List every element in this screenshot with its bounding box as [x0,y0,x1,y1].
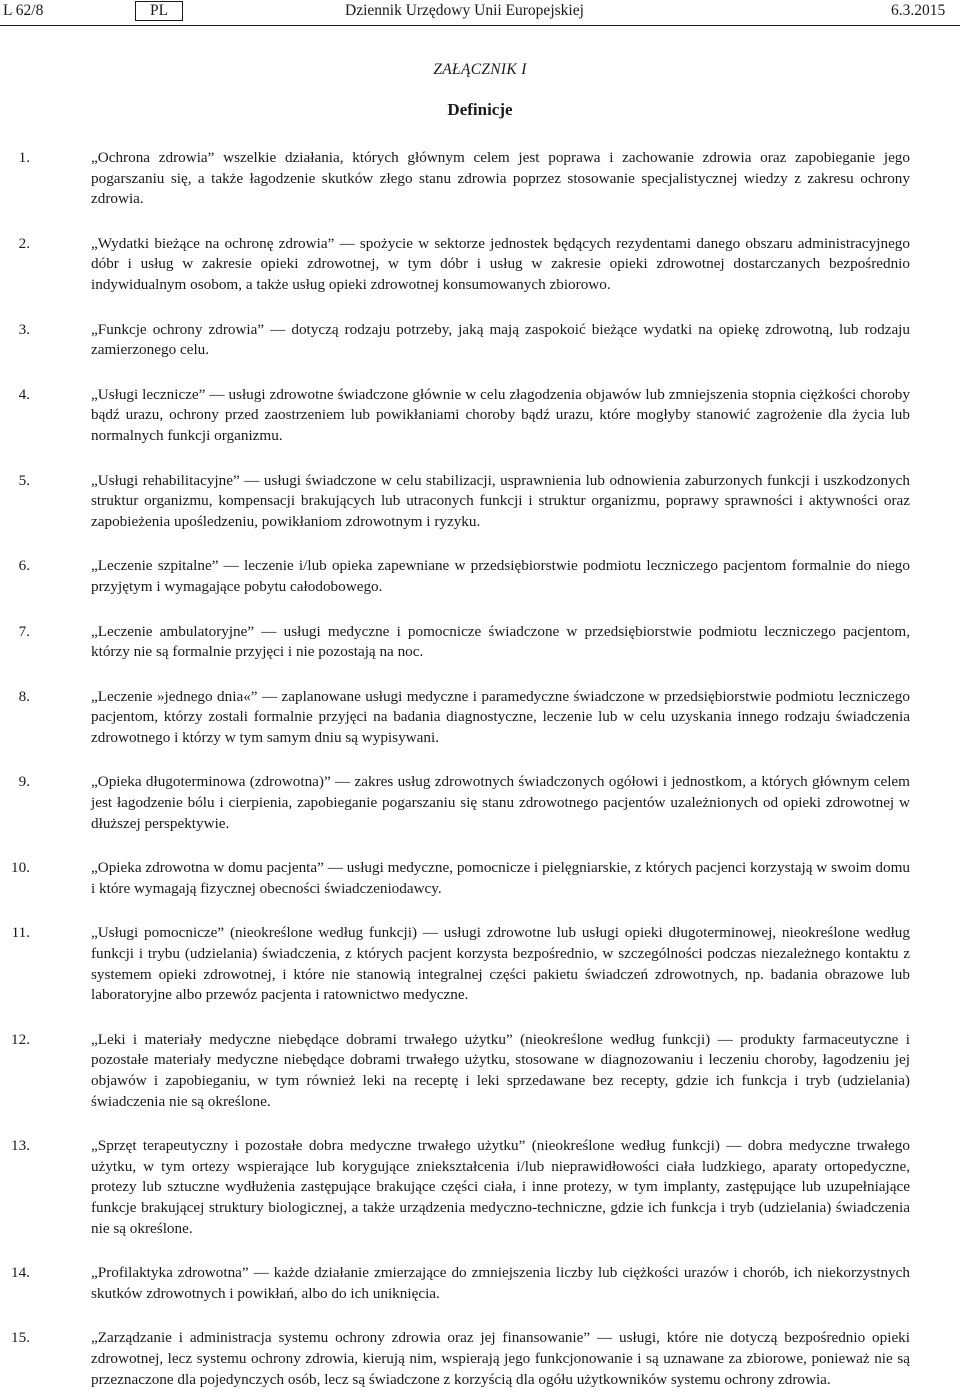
page-header [0,0,960,32]
definition-item [0,1136,910,1239]
definition-item [0,772,910,834]
definition-number: 2. [18,234,30,252]
header-rule [0,25,960,26]
definition-number: 6. [18,557,30,575]
definition-text: „Leki i materiały medyczne niebędące dobrami trwałego użytku” (nieokreślone według funkcji) — produkty farmaceutyczne i pozostałe materiały medyczne niebędące dobrami trwałego użytku, stosowane w diagnozowaniu i leczeniu choroby, łagodzeniu jej objawów i zapobieganiu, w tym również leki na receptę i leki sprzedawane bez recepty, gdzie ich funkcja i tryb (udzielania) świadczenia nie są określone. [91,1030,910,1110]
definition-item [0,1030,910,1112]
journal-title: Dziennik Urzędowy Unii Europejskiej [345,2,584,19]
definition-item [0,471,910,533]
definition-text: „Leczenie ambulatoryjne” — usługi medyczne i pomocnicze świadczone w przedsiębiorstwie podmiotu leczniczego pacjentom, którzy nie są formalnie przyjęci i nie pozostają na noc. [91,622,910,661]
definition-number: 8. [18,687,30,705]
definition-text: „Ochrona zdrowia” wszelkie działania, których głównym celem jest poprawa i zachowanie zdrowia oraz zapobieganie jego pogarszaniu się, a także łagodzenie skutków złego stanu zdrowia poprzez stosowanie specjalistycznej wiedzy z zakresu ochrony zdrowia. [91,149,910,208]
definition-number: 7. [18,622,30,640]
definition-text: „Usługi lecznicze” — usługi zdrowotne świadczone głównie w celu złagodzenia objawów lub zmniejszenia stopnia ciężkości choroby bądź urazu, ochrony przed zaostrzeniem lub powikłaniami choroby bądź urazu, które mogłyby stanowić zagrożenie dla życia lub normalnych funkcji organizmu. [91,385,910,444]
annex-label: ZAŁĄCZNIK I [433,61,527,78]
page-reference: L 62/8 [3,2,44,19]
definition-item [0,687,910,749]
definition-item [0,385,910,447]
definition-number: 5. [18,471,30,489]
definition-item [0,923,910,1005]
publication-date: 6.3.2015 [891,2,946,19]
definition-text: „Usługi pomocnicze” (nieokreślone według funkcji) — usługi zdrowotne lub usługi opieki długoterminowej, nieokreślone według funkcji i trybu (udzielania) świadczenia, z których pacjent korzysta bezpośrednio, w szczególności podczas niezależnego kontaktu z systemem opieki zdrowotnej, i które nie stanowią integralnej części pakietu świadczeń zdrowotnych, np. badania obrazowe lub laboratoryjne albo przewóz pacjenta i ratownictwo medyczne. [91,924,910,1004]
definition-number: 15. [11,1329,30,1347]
definition-item [0,622,910,663]
definition-item [0,148,910,210]
section-title: Definicje [447,100,513,119]
definition-number: 4. [18,385,30,403]
definition-number: 9. [18,773,30,791]
definition-number: 10. [11,859,30,877]
definition-number: 12. [11,1030,30,1048]
definition-text: „Opieka zdrowotna w domu pacjenta” — usługi medyczne, pomocnicze i pielęgniarskie, z których pacjenci korzystają w swoim domu i które wymagają fizycznej obecności świadczeniodawcy. [91,859,910,897]
definition-text: „Leczenie »jednego dnia«” — zaplanowane usługi medyczne i paramedyczne świadczone w przedsiębiorstwie podmiotu leczniczego pacjentom, którzy zostali formalnie przyjęci na badania diagnostyczne, leczenie lub w celu uzyskania innego rodzaju świadczenia zdrowotnego i którzy w tym samym dniu są wypisywani. [91,687,910,746]
definition-number: 14. [11,1264,30,1282]
definition-text: „Opieka długoterminowa (zdrowotna)” — zakres usług zdrowotnych świadczonych ogółowi i jednostkom, a których głównym celem jest łagodzenie bólu i cierpienia, zapobieganie pogarszaniu się stanu zdrowotnego pacjentów uzależnionych od opieki zdrowotnej w dłuższej perspektywie. [91,773,910,832]
definition-item [0,858,910,899]
definition-number: 13. [11,1137,30,1155]
definition-text: „Zarządzanie i administracja systemu ochrony zdrowia oraz jej finansowanie” — usługi, które nie dotyczą bezpośrednio opieki zdrowotnej, lecz systemu ochrony zdrowia, kierują nim, wspierają jego funkcjonowanie i są uznawane za zbiorowe, ponieważ nie są przeznaczone dla pojedynczych osób, lecz są świadczone z korzyścią dla ogółu użytkowników systemu ochrony zdrowia. [91,1329,910,1388]
definition-item [0,234,910,296]
definition-item [0,556,910,597]
definition-text: „Sprzęt terapeutyczny i pozostałe dobra medyczne trwałego użytku” (nieokreślone według funkcji) — dobra medyczne trwałego użytku, w tym ortezy wspierające lub korygujące zniekształcenia i/lub nieprawidłowości ciała ludzkiego, aparaty ortopedyczne, protezy lub sztuczne wydłużenia zastępujące brakujące części ciała, i inne protezy, w tym implanty, zastępujące lub uzupełniające funkcje brakującej struktury biologicznej, a także urządzenia medyczno-techniczne, gdzie ich funkcja i tryb (udzielania) świadczenia nie są określone. [91,1137,910,1237]
definitions-list [0,148,960,1390]
definition-number: 1. [18,149,30,166]
definition-text: „Funkcje ochrony zdrowia” — dotyczą rodzaju potrzeby, jaką mają zaspokoić bieżące wydatki na opiekę zdrowotną, lub rodzaju zamierzonego celu. [91,320,910,359]
definition-item [0,1263,910,1304]
language-code: PL [150,2,169,19]
definition-text: „Profilaktyka zdrowotna” — każde działanie zmierzające do zmniejszenia liczby lub ciężkości urazów i chorób, ich niekorzystnych skutków zdrowotnych i powikłań, albo do ich uniknięcia. [91,1264,910,1302]
definition-item [0,1328,910,1390]
definition-item [0,320,910,361]
definition-text: „Usługi rehabilitacyjne” — usługi świadczone w celu stabilizacji, usprawnienia lub odnowienia zaburzonych funkcji i uszkodzonych struktur organizmu, kompensacji brakujących lub utraconych funkcji i struktur organizmu, poprawy sprawności i aktywności oraz zapobieżenia upośledzeniu, powikłaniom zdrowotnym i ryzyku. [91,471,910,530]
definition-number: 11. [11,924,30,942]
definition-number: 3. [18,320,30,338]
definition-text: „Leczenie szpitalne” — leczenie i/lub opieka zapewniane w przedsiębiorstwie podmiotu leczniczego pacjentom formalnie do niego przyjętym i wymagające pobytu całodobowego. [91,557,910,595]
definition-text: „Wydatki bieżące na ochronę zdrowia” — spożycie w sektorze jednostek będących rezydentami danego obszaru administracyjnego dóbr i usług w zakresie opieki zdrowotnej, w tym dóbr i usług w zakresie opieki zdrowotnej dostarczanych bezpośrednio indywidualnym osobom, a także usług opieki zdrowotnej konsumowanych zbiorowo. [91,234,910,293]
